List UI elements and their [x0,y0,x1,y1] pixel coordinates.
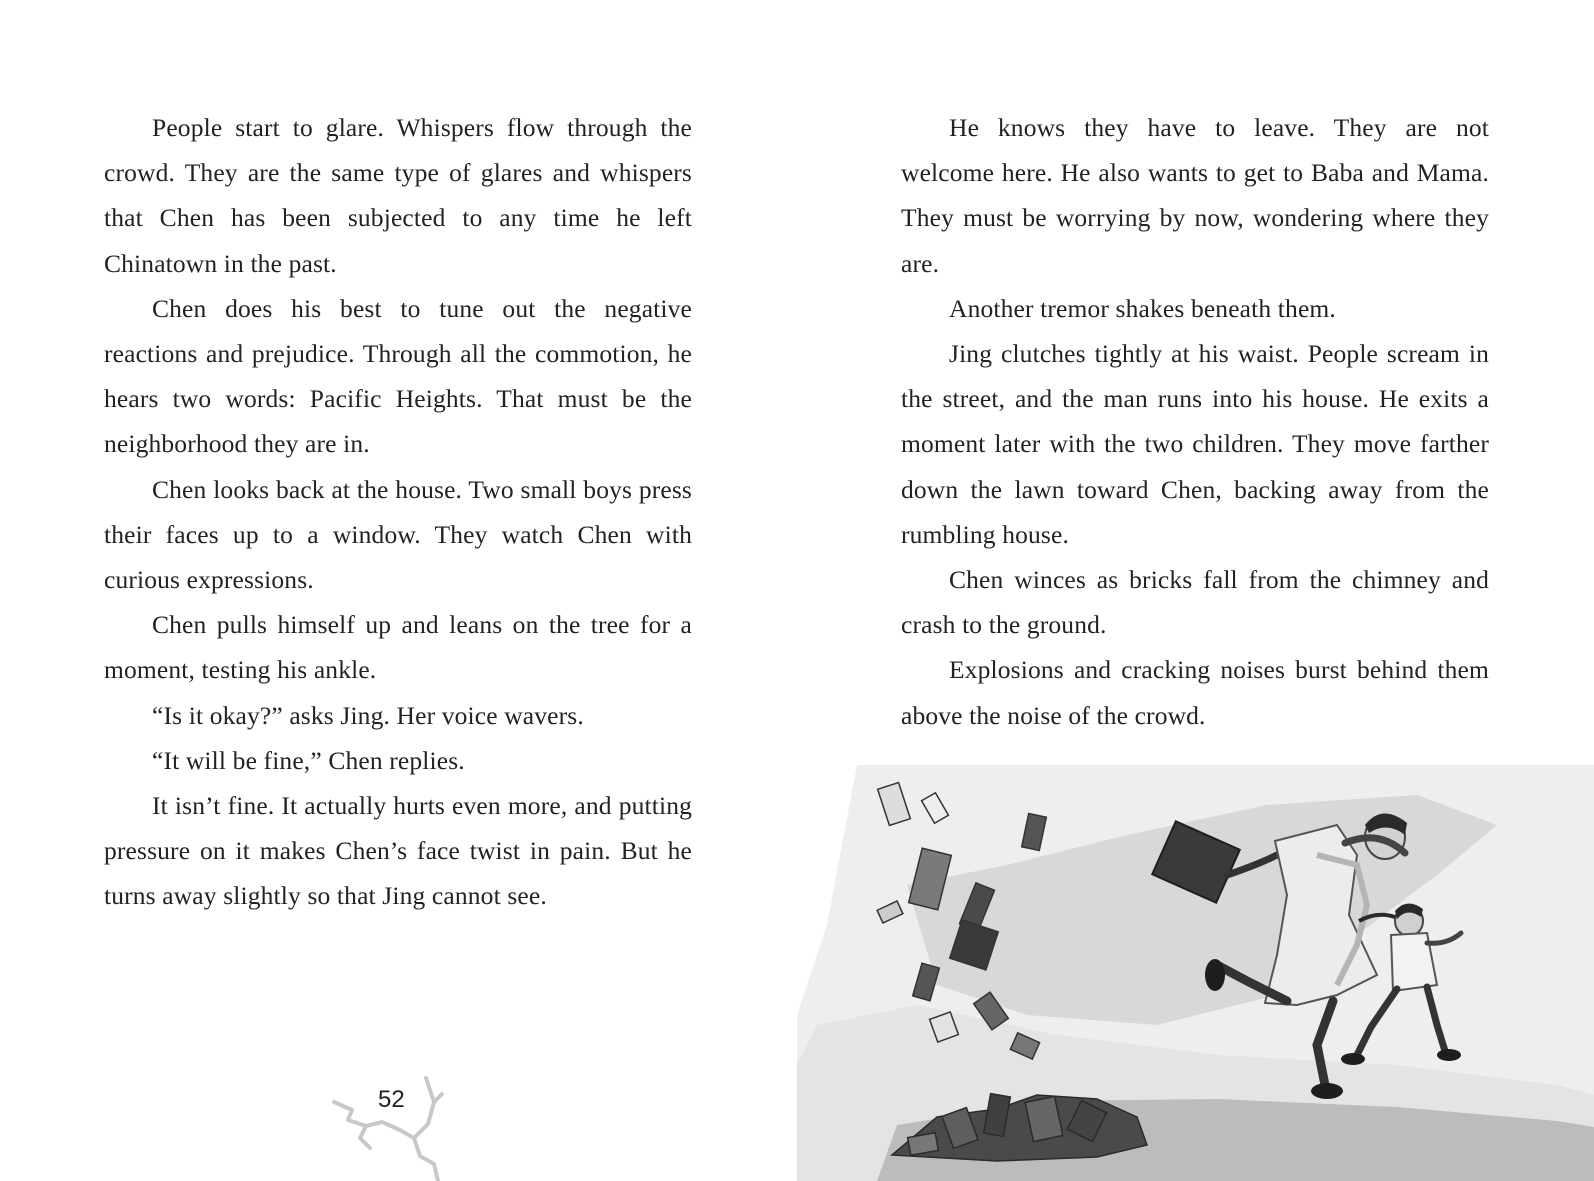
paragraph: Chen does his best to tune out the negative reactions and prejudice. Through all the commotion, he hears two words: Pacific Heights. That must be the neighborhood they are in. [104,293,692,459]
paragraph: Chen looks back at the house. Two small boys press their faces up to a window. They watch Chen with curious expressions. [104,474,692,595]
paragraph: People start to glare. Whispers flow through the crowd. They are the same type of glares and whispers that Chen has been subjected to any time he left Chinatown in the past. [104,113,692,278]
page-number-area [330,1072,450,1181]
paragraph: “It will be fine,” Chen replies. [152,745,465,775]
paragraph: Chen winces as bricks fall from the chimney and crash to the ground. [901,565,1489,640]
right-page-text [901,105,1489,738]
left-page-text [104,105,692,919]
paragraph: Explosions and cracking noises burst behind them above the noise of the crowd. [901,655,1489,730]
paragraph: It isn’t fine. It actually hurts even more, and putting pressure on it makes Chen’s face twist in pain. But he turns away slightly so that Jing cannot see. [104,791,692,911]
right-page [797,0,1594,1181]
page-number: 52 [378,1086,405,1113]
paragraph: Another tremor shakes beneath them. [949,293,1336,323]
paragraph: He knows they have to leave. They are not welcome here. He also wants to get to Baba and Mama. They must be worrying by now, wondering where they are. [901,113,1489,278]
paragraph: “Is it okay?” asks Jing. Her voice wavers. [152,700,584,730]
background-wash [797,765,1594,1181]
paragraph: Chen pulls himself up and leans on the tree for a moment, testing his ankle. [104,610,692,685]
falling-bricks-illustration [797,765,1594,1181]
paragraph: Jing clutches tightly at his waist. People scream in the street, and the man runs into his house. He exits a moment later with the two children. They move farther down the lawn toward Chen, backing away from the rumbling house. [901,339,1489,549]
